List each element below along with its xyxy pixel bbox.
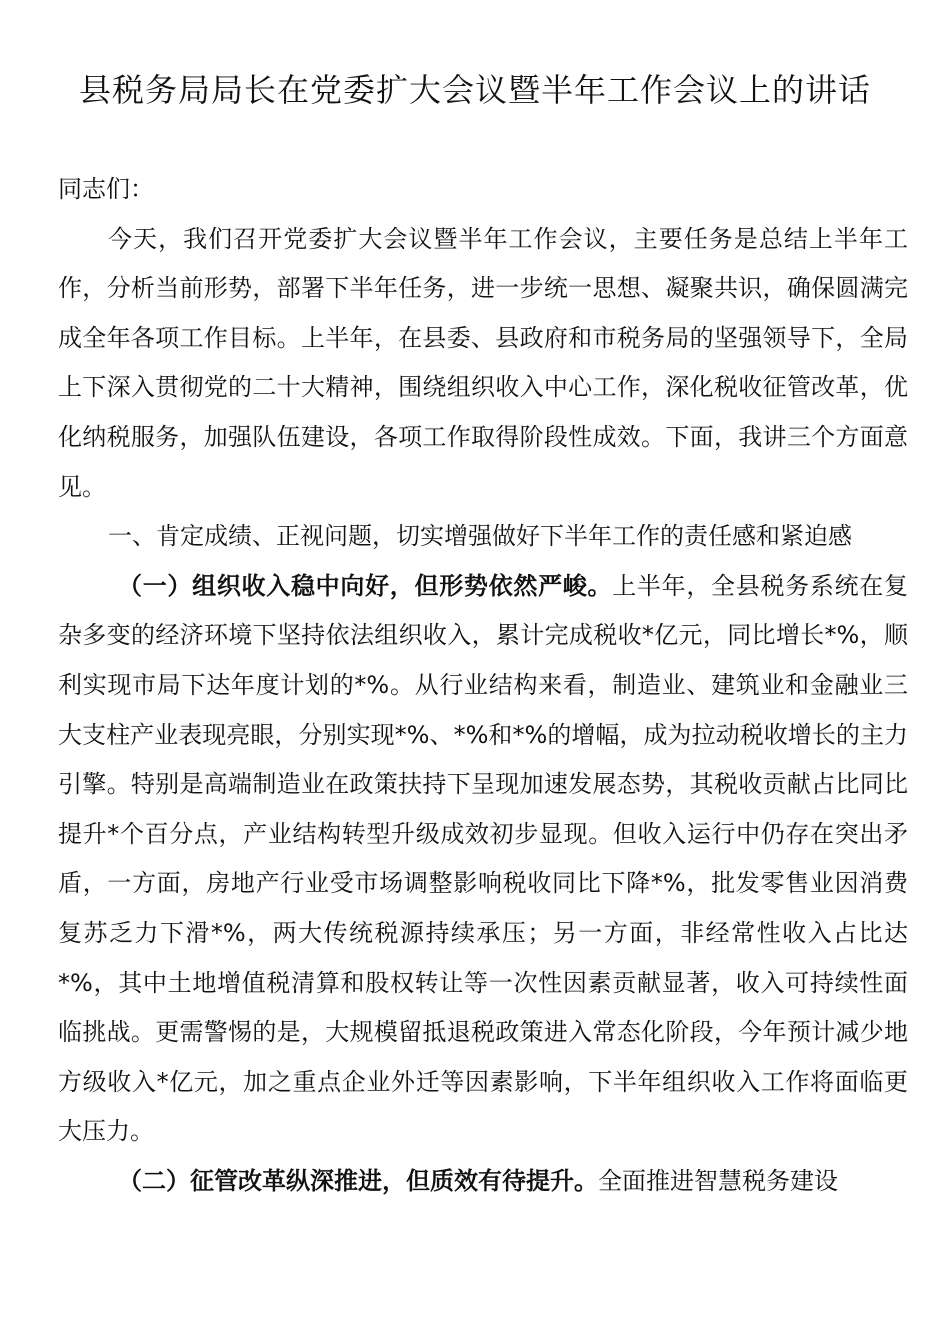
section-heading-1: 一、肯定成绩、正视问题，切实增强做好下半年工作的责任感和紧迫感 — [108, 522, 852, 551]
subsection-text-1: 上半年，全县税务系统在复杂多变的经济环境下坚持依法组织收入，累计完成税收*亿元，同比增长*%，顺利实现市局下达年度计划的*%。从行业结构来看，制造业、建筑业和金融业三大支柱产业表现亮眼，分别实现*%、*%和*%的增幅，成为拉动税收增长的主力引擎。特别是高端制造业在政策扶持下呈现加速发展态势，其税收贡献占比同比提升*个百分点，产业结构转型升级成效初步显现。但收入运行中仍存在突出矛盾，一方面，房地产行业受市场调整影响税收同比下降*%，批发零售业因消费复苏乏力下滑*%，两大传统税源持续承压；另一方面，非经常性收入占比达*%，其中土地增值税清算和股权转让等一次性因素贡献显著，收入可持续性面临挑战。更需警惕的是，大规模留抵退税政策进入常态化阶段，今年预计减少地方级收入*亿元，加之重点企业外迁等因素影响，下半年组织收入工作将面临更大压力。 — [58, 571, 909, 1146]
subsection-heading-2: （二）征管改革纵深推进，但质效有待提升。 — [118, 1166, 598, 1195]
document-title: 县税务局局长在党委扩大会议暨半年工作会议上的讲话 — [78, 71, 871, 109]
salutation: 同志们： — [58, 175, 154, 203]
subsection-paragraph-2 — [58, 1157, 908, 1207]
document-body — [58, 165, 908, 1206]
subsection-heading-1: （一）组织收入稳中向好，但形势依然严峻。 — [118, 571, 613, 600]
subsection-paragraph-1 — [58, 562, 908, 1157]
intro-paragraph: 今天，我们召开党委扩大会议暨半年工作会议，主要任务是总结上半年工作，分析当前形势，部署下半年任务，进一步统一思想、凝聚共识，确保圆满完成全年各项工作目标。上半年，在县委、县政府和市税务局的坚强领导下，全局上下深入贯彻党的二十大精神，围绕组织收入中心工作，深化税收征管改革，优化纳税服务，加强队伍建设，各项工作取得阶段性成效。下面，我讲三个方面意见。 — [58, 224, 908, 501]
subsection-text-2: 全面推进智慧税务建设 — [598, 1166, 838, 1195]
